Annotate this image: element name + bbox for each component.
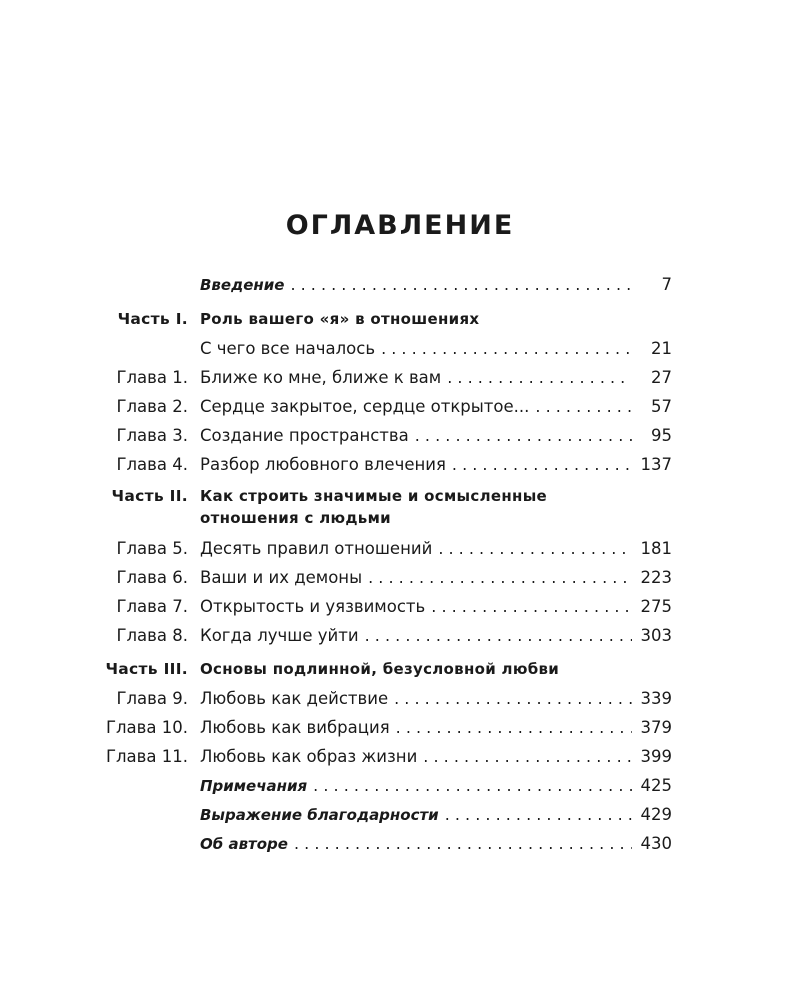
entry-title: Выражение благодарности [200, 806, 439, 824]
toc-entry[interactable] [0, 363, 800, 392]
entry-line [200, 363, 632, 392]
toc-entry [200, 270, 632, 299]
toc-entry[interactable] [0, 334, 800, 363]
page-number: 181 [640, 539, 672, 558]
dot-leader [381, 334, 632, 363]
page-number: 429 [640, 805, 672, 824]
dot-leader [452, 450, 632, 479]
entry-title: Ближе ко мне, ближе к вам [200, 368, 442, 387]
part-title: Роль вашего «я» в отношениях [200, 310, 480, 328]
chapter-label: Глава 10. [105, 718, 188, 737]
toc-entry[interactable] [0, 592, 800, 621]
page-number: 275 [640, 597, 672, 616]
entry-line [200, 450, 632, 479]
dot-leader [290, 270, 632, 299]
entry-line [200, 334, 632, 363]
toc-entry-about-author[interactable] [0, 829, 800, 858]
toc-entry-acknowledgements[interactable] [0, 800, 800, 829]
dot-leader [445, 800, 632, 829]
page-number: 95 [651, 426, 672, 445]
dot-leader [396, 713, 632, 742]
entry-title: Примечания [200, 777, 308, 795]
page-number: 27 [651, 368, 672, 387]
dot-leader [415, 421, 632, 450]
page-number: 379 [640, 718, 672, 737]
part-title-wrap [200, 305, 632, 334]
page-title: ОГЛАВЛЕНИЕ [285, 210, 515, 241]
chapter-label: Глава 3. [116, 426, 188, 445]
toc-entry[interactable] [0, 563, 800, 592]
entry-line [200, 563, 632, 592]
dot-leader [447, 363, 632, 392]
entry-title: Когда лучше уйти [200, 626, 359, 645]
chapter-label: Глава 5. [116, 539, 188, 558]
toc-entry[interactable] [0, 392, 800, 421]
page-number: 425 [640, 776, 672, 795]
page-number: 7 [661, 275, 672, 294]
toc-entry[interactable] [0, 450, 800, 479]
toc-entry[interactable] [0, 621, 800, 650]
entry-line [200, 534, 632, 563]
toc-entry[interactable] [0, 684, 800, 713]
chapter-label: Глава 6. [116, 568, 188, 587]
entry-line [200, 392, 632, 421]
dot-leader [423, 742, 632, 771]
toc-entry[interactable] [0, 713, 800, 742]
entry-title: Создание пространства [200, 426, 409, 445]
entry-title: Любовь как действие [200, 689, 389, 708]
dot-leader [294, 829, 632, 858]
part-label: Часть I. [117, 310, 188, 328]
page-number: 430 [640, 834, 672, 853]
page-number: 399 [640, 747, 672, 766]
entry-title: Ваши и их демоны [200, 568, 363, 587]
entry-line [200, 713, 632, 742]
entry-line [200, 800, 632, 829]
toc-entry-intro[interactable] [0, 270, 800, 299]
entry-line [200, 592, 632, 621]
dot-leader [365, 621, 632, 650]
toc-entry[interactable] [0, 534, 800, 563]
chapter-label: Глава 8. [116, 626, 188, 645]
part-title [200, 485, 640, 529]
chapter-label: Глава 9. [116, 689, 188, 708]
entry-title: Сердце закрытое, сердце открытое... [200, 397, 530, 416]
page-number: 57 [651, 397, 672, 416]
part-title-wrap [200, 655, 632, 684]
entry-title: Разбор любовного влечения [200, 455, 446, 474]
page-number: 339 [640, 689, 672, 708]
chapter-label: Глава 2. [116, 397, 188, 416]
toc-part-3[interactable] [0, 655, 800, 684]
page-number: 223 [640, 568, 672, 587]
entry-line [200, 421, 632, 450]
entry-title: Открытость и уязвимость [200, 597, 426, 616]
chapter-label: Глава 7. [116, 597, 188, 616]
dot-leader [535, 392, 632, 421]
toc-entry-notes[interactable] [0, 771, 800, 800]
dot-leader [438, 534, 632, 563]
entry-title: Любовь как вибрация [200, 718, 390, 737]
entry-title: Об авторе [200, 835, 288, 853]
chapter-label: Глава 4. [116, 455, 188, 474]
entry-title: Любовь как образ жизни [200, 747, 418, 766]
dot-leader [368, 563, 632, 592]
part-label: Часть II. [111, 487, 188, 505]
part-title-line-2: отношения с людьми [200, 509, 391, 527]
part-label: Часть III. [105, 660, 188, 678]
entry-line [200, 742, 632, 771]
chapter-label: Глава 1. [116, 368, 188, 387]
toc-part-2[interactable] [0, 485, 800, 533]
entry-line [200, 684, 632, 713]
part-title-line-1: Как строить значимые и осмысленные [200, 487, 548, 505]
dot-leader [394, 684, 632, 713]
page-number: 303 [640, 626, 672, 645]
dot-leader [431, 592, 632, 621]
entry-title: Десять правил отношений [200, 539, 433, 558]
entry-title: С чего все началось [200, 339, 376, 358]
dot-leader [313, 771, 632, 800]
entry-line [200, 771, 632, 800]
entry-line [200, 621, 632, 650]
chapter-label: Глава 11. [105, 747, 188, 766]
entry-line [200, 829, 632, 858]
page-number: 137 [640, 455, 672, 474]
toc-entry[interactable] [0, 742, 800, 771]
entry-title: Введение [200, 276, 285, 294]
part-title: Основы подлинной, безусловной любви [200, 660, 560, 678]
toc-part-1[interactable] [0, 305, 800, 334]
toc-entry[interactable] [0, 421, 800, 450]
page-number: 21 [651, 339, 672, 358]
